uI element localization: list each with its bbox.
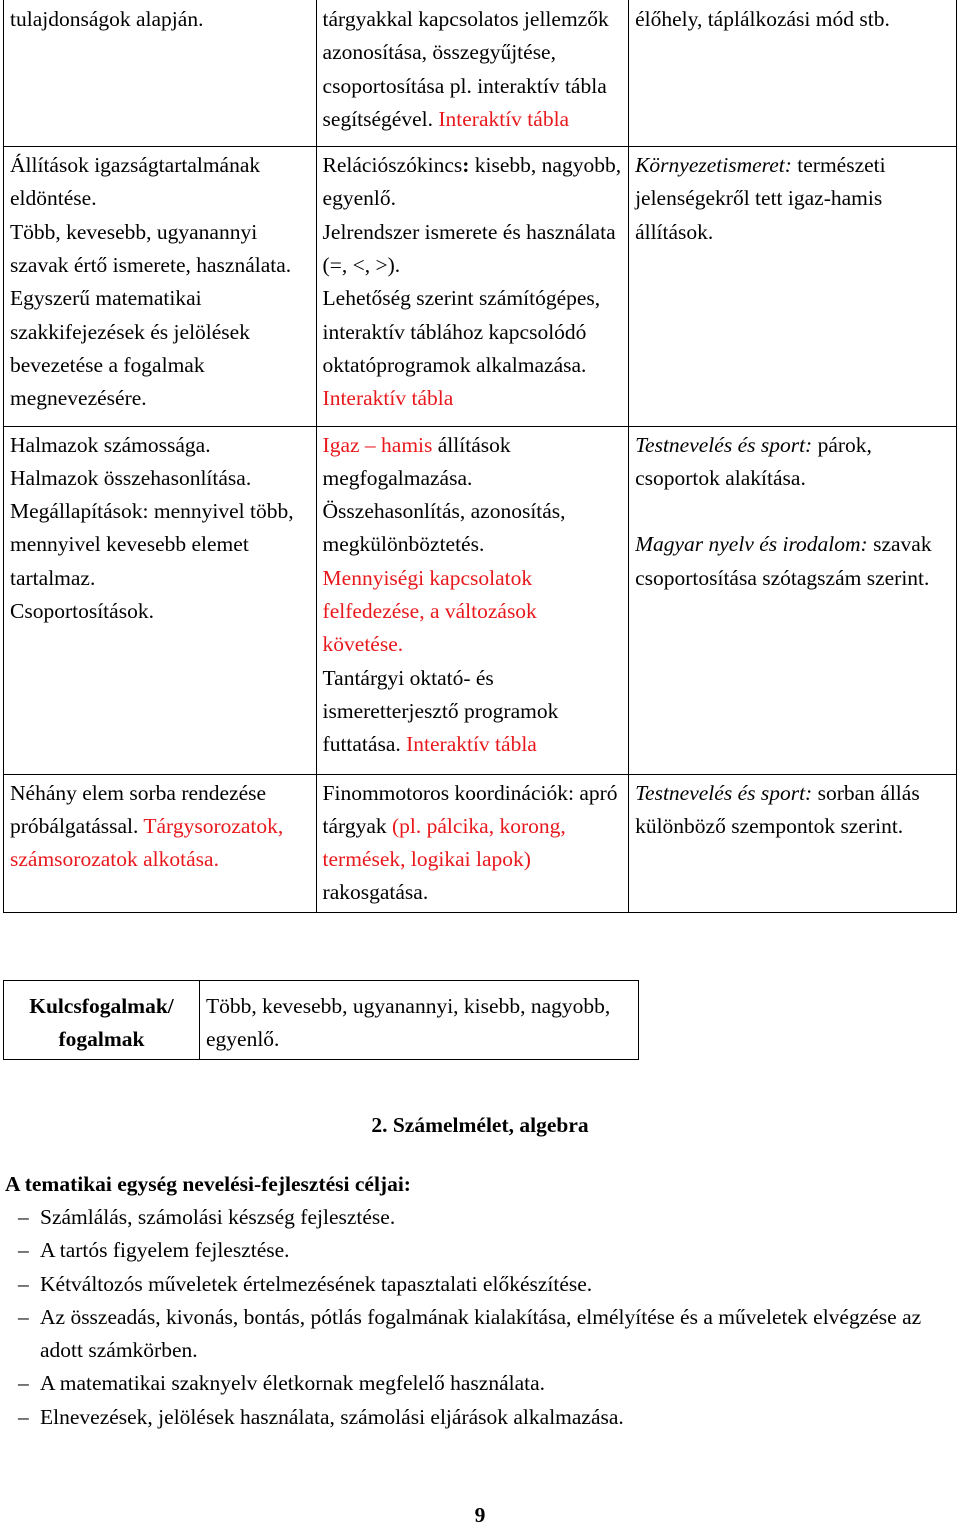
list-item xyxy=(5,1401,950,1434)
list-item xyxy=(5,1367,950,1400)
dash-bullet: – xyxy=(18,1271,29,1296)
cell-text: természeti jelenségekről tett igaz-hamis állítások. xyxy=(635,153,886,244)
interactive-board-note: Interaktív tábla xyxy=(406,732,537,757)
goal-text: A matematikai szaknyelv életkornak megfelelő használata. xyxy=(40,1371,546,1396)
list-item xyxy=(5,1268,950,1301)
cell-line xyxy=(323,429,623,496)
table-row xyxy=(4,774,957,912)
cell-line: Megállapítások: mennyivel több, mennyivel kevesebb elemet tartalmaz. xyxy=(10,499,294,590)
list-item xyxy=(5,1201,950,1234)
subject-name: Testnevelés és sport: xyxy=(635,780,813,805)
cell-line: Halmazok számossága. xyxy=(10,432,211,457)
cell-line xyxy=(323,662,623,762)
key-concepts-value: Több, kevesebb, ugyanannyi, kisebb, nagyobb, egyenlő. xyxy=(200,981,639,1060)
cell-text: kisebb, nagyobb, egyenlő. xyxy=(322,153,622,211)
cell-text: (pl. pálcika, korong, termések, logikai lapok) xyxy=(322,813,566,872)
dash-bullet: – xyxy=(18,1371,29,1396)
cell-line: Egyszerű matematikai szakkifejezések és jelölések bevezetése a fogalmak megnevezésére. xyxy=(10,286,250,411)
cell-connection xyxy=(629,0,957,147)
goal-text: Elnevezések, jelölések használata, számolási eljárások alkalmazása. xyxy=(40,1404,624,1429)
cell-topic xyxy=(4,0,317,147)
table-row xyxy=(4,147,957,426)
cell-line xyxy=(323,149,623,216)
cell-topic xyxy=(4,774,317,912)
dash-bullet: – xyxy=(18,1304,29,1329)
cell-line: Több, kevesebb, ugyanannyi szavak értő ismerete, használata. xyxy=(10,219,292,278)
cell-text: tulajdonságok alapján. xyxy=(10,7,204,31)
page-number: 9 xyxy=(474,1503,486,1527)
dash-bullet: – xyxy=(18,1238,29,1263)
dash-bullet: – xyxy=(18,1205,29,1229)
cell-text: rakosgatása. xyxy=(322,880,429,905)
cell-topic xyxy=(4,147,317,426)
key-concepts-table xyxy=(3,980,639,1060)
cell-activity xyxy=(316,147,629,426)
cell-line xyxy=(635,429,950,496)
cell-line xyxy=(635,528,950,595)
table-row xyxy=(4,426,957,774)
cell-text: párok, csoportok alakítása. xyxy=(635,432,872,490)
cell-text: Néhány elem sorba rendezése próbálgatással. xyxy=(10,780,267,838)
table-row xyxy=(4,0,957,147)
cell-line: Mennyiségi kapcsolatok felfedezése, a változások követése. xyxy=(322,565,537,657)
cell-text: állítások megfogalmazása. xyxy=(322,432,511,490)
cell-text: Igaz – hamis xyxy=(322,432,433,457)
cell-text: Tárgysorozatok, számsorozatok alkotása. xyxy=(10,813,284,872)
cell-topic xyxy=(4,426,317,774)
list-item xyxy=(5,1234,950,1267)
cell-line: Állítások igazságtartalmának eldöntése. xyxy=(10,153,261,211)
goal-text: Kétváltozós műveletek értelmezésének tapasztalati előkészítése. xyxy=(40,1271,593,1296)
cell-text: Lehetőség szerint számítógépes, interaktív táblához kapcsolódó oktatóprogramok alkalmazása. xyxy=(322,286,601,377)
cell-text: tárgyakkal kapcsolatos jellemzők azonosítása, összegyűjtése, csoportosítása pl. interaktív tábla segítségével. xyxy=(322,7,609,131)
cell-text: Relációszókincs xyxy=(322,153,463,178)
cell-text: : xyxy=(462,153,470,178)
table-row xyxy=(4,981,639,1060)
dash-bullet: – xyxy=(18,1404,29,1429)
cell-line: Összehasonlítás, azonosítás, megkülönböztetés. xyxy=(322,499,566,557)
cell-activity xyxy=(316,426,629,774)
cell-text: Tantárgyi oktató- és ismeretterjesztő programok futtatása. xyxy=(322,665,559,757)
cell-connection xyxy=(629,426,957,774)
interactive-board-note: Interaktív tábla xyxy=(438,106,570,131)
list-item xyxy=(5,1301,950,1368)
interactive-board-note: Interaktív tábla xyxy=(322,386,454,411)
cell-text: sorban állás különböző szempontok szerint. xyxy=(635,780,920,838)
goals-title: A tematikai egység nevelési-fejlesztési céljai: xyxy=(5,1172,411,1196)
cell-text: élőhely, táplálkozási mód stb. xyxy=(635,7,890,31)
subject-name: Környezetismeret: xyxy=(635,153,792,178)
cell-line: Halmazok összehasonlítása. xyxy=(10,465,252,490)
cell-connection xyxy=(629,774,957,912)
subject-name: Magyar nyelv és irodalom: xyxy=(635,532,868,557)
goal-text: Az összeadás, kivonás, bontás, pótlás fogalmának kialakítása, elmélyítése és a műveletek elvégzése az adott számkörben. xyxy=(40,1304,922,1363)
goal-text: Számlálás, számolási készség fejlesztése. xyxy=(40,1205,396,1229)
section-title: 2. Számelmélet, algebra xyxy=(371,1113,589,1137)
key-concepts-label: Kulcsfogalmak/ fogalmak xyxy=(4,981,200,1060)
cell-line xyxy=(323,282,623,415)
cell-connection xyxy=(629,147,957,426)
cell-line: Jelrendszer ismerete és használata (=, <, >). xyxy=(322,219,616,278)
subject-name: Testnevelés és sport: xyxy=(635,432,813,457)
curriculum-table xyxy=(3,0,957,913)
cell-line: Csoportosítások. xyxy=(10,599,154,624)
goals-list xyxy=(5,1201,950,1434)
cell-text: Finommotoros koordinációk: apró tárgyak xyxy=(322,780,618,838)
cell-activity xyxy=(316,0,629,147)
cell-activity xyxy=(316,774,629,912)
goal-text: A tartós figyelem fejlesztése. xyxy=(40,1238,290,1263)
cell-text: szavak csoportosítása szótagszám szerint. xyxy=(635,532,932,590)
